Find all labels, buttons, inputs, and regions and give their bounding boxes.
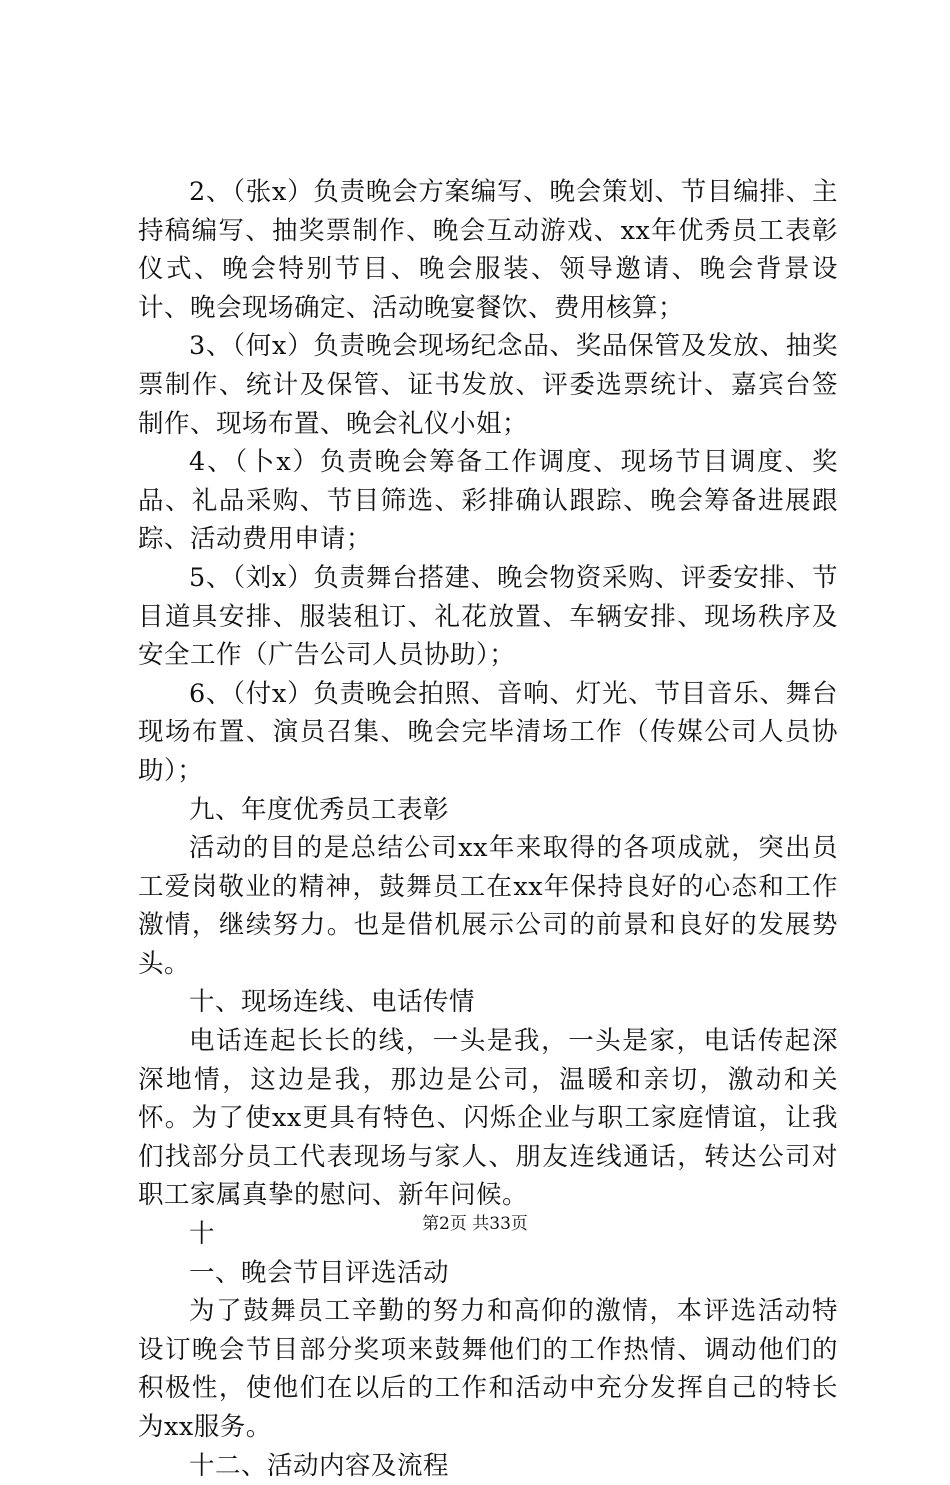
paragraph-duty-3: 3、（何x）负责晚会现场纪念品、奖品保管及发放、抽奖票制作、统计及保管、证书发放、评委选票统计、嘉宾台签制作、现场布置、晚会礼仪小姐； — [138, 331, 838, 439]
section-heading-10: 十、现场连线、电话传情 — [189, 987, 476, 1018]
paragraph-duty-4: 4、（卜x）负责晚会筹备工作调度、现场节目调度、奖品、礼品采购、节目筛选、彩排确认跟踪、晚会筹备进展跟踪、活动费用申请； — [138, 447, 838, 555]
section-heading-9: 九、年度优秀员工表彰 — [189, 794, 450, 825]
page-footer: 第2页 共33页 — [422, 1214, 528, 1234]
paragraph-section-11: 为了鼓舞员工辛勤的努力和高仰的激情，本评选活动特设订晚会节目部分奖项来鼓舞他们的工作热情、调动他们的积极性，使他们在以后的工作和活动中充分发挥自己的特长为xx服务。 — [138, 1296, 838, 1442]
paragraph-section-10: 电话连起长长的线，一头是我，一头是家，电话传起深深地情，这边是我，那边是公司，温暖和亲切，激动和关怀。为了使xx更具有特色、闪烁企业与职工家庭情谊，让我们找部分员工代表现场与家人、朋友连线通话，转达公司对职工家属真挚的慰问、新年问候。 — [138, 1026, 838, 1211]
paragraph-section-9: 活动的目的是总结公司xx年来取得的各项成就，突出员工爱岗敬业的精神，鼓舞员工在xx年保持良好的心态和工作激情，继续努力。也是借机展示公司的前景和良好的发展势头。 — [138, 833, 838, 979]
paragraph-duty-2: 2、（张x）负责晚会方案编写、晚会策划、节目编排、主持稿编写、抽奖票制作、晚会互动游戏、xx年优秀员工表彰仪式、晚会特别节目、晚会服装、领导邀请、晚会背景设计、晚会现场确定、活动晚宴餐饮、费用核算； — [138, 177, 838, 323]
section-heading-12: 十二、活动内容及流程 — [189, 1450, 450, 1481]
paragraph-duty-5: 5、（刘x）负责舞台搭建、晚会物资采购、评委安排、节目道具安排、服装租订、礼花放置、车辆安排、现场秩序及安全工作（广告公司人员协助）； — [138, 562, 838, 671]
document-body — [138, 173, 838, 1485]
paragraph-duty-6: 6、（付x）负责晚会拍照、音响、灯光、节目音乐、舞台现场布置、演员召集、晚会完毕清场工作（传媒公司人员协助）； — [138, 678, 838, 786]
section-heading-11-part2: 一、晚会节目评选活动 — [189, 1257, 450, 1288]
section-heading-11-part1: 十 — [189, 1219, 216, 1250]
